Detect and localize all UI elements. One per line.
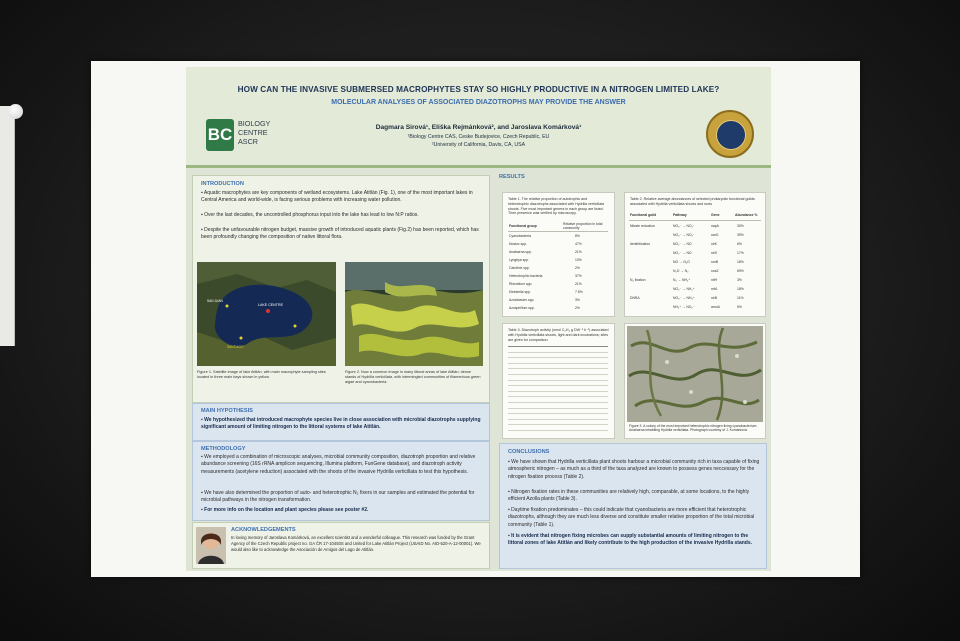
table-3-row	[508, 424, 608, 425]
table-3-row	[508, 380, 608, 381]
methodology-p2-text: We have also determined the proportion of auto- and heterotrophic N₂ fixers in our samples and estimated the potential for microbial pathways in the nitrogen transformation.	[201, 490, 475, 504]
intro-p3-text: Despite the unfavourable nitrogen budget, massive growth of introduced aquatic plants (Fig.2) has been reported, which has been profoundly changing the composition of native littoral flora.	[201, 227, 479, 241]
table-1-row-name: Lyngbya spp.	[509, 258, 530, 262]
poster	[186, 67, 771, 571]
methodology-paragraph-2: ▪ We have also determined the proportion of auto- and heterotrophic N₂ fixers in our samples and estimated the potential for microbial pathways in the nitrogen transformation.	[201, 490, 475, 504]
macrophyte-photo	[345, 262, 483, 366]
logo-text	[238, 119, 270, 146]
table-3-row	[508, 419, 608, 420]
methodology-p1-text: We employed a combination of microscopic analyses, microbial community composition, diazotroph proportion and relative abundance screening (16S rRNA amplicon sequencing, Illumina platform, FunGene database), and diazotroph activity measurements (acetylene reduction) associated with the shoots of the invasive Hydrilla verticillata to test this hypothesis.	[201, 454, 476, 475]
poster-header	[186, 67, 771, 168]
poster-authors: Dagmara Sirová¹, Eliška Rejmánková², and Jaroslava Komárková¹	[375, 124, 582, 131]
acknowledgements-text: In loving memory of Jaroslava Komárková, an excellent scientist and a wonderful colleague. This research was funded by the Grant Agency of the Czech Republic project no. GA ČR 17-10493S and United for Lake Atitlán Project (USAID No. AID-520-A-12-00001). We would also like to acknowledge the Asociación de Amigos del Lago de Atitlán.	[231, 535, 481, 553]
table-1-row-value: 37%	[575, 274, 582, 278]
intro-paragraph-1: ▪ Aquatic macrophytes are key components of wetland ecosystems. Lake Atitlán (Fig. 1), one of the most important lakes in Central America and world-wide, is facing serious problems with increasing water pollution.	[201, 190, 473, 204]
map-label-lake: LAKE CENTRE	[258, 303, 283, 307]
introduction-panel	[192, 175, 490, 403]
table-3-row	[508, 396, 608, 397]
conclusions-p3-text: Daytime fixation predominates – this could indicate that cyanobacteria are more efficient that heterotrophic diazotrophs, although they are much less diverse and constitute smaller relative proportion of the total microbial community (Table 1).	[508, 507, 755, 528]
conclusions-p1-text: We have shown that Hydrilla verticillata plant shoots harbour a microbial community rich in taxa capable of fixing atmospheric nitrogen – as much as a third of the taxa analyzed are known to possess genes neccessary for the nitrogen fixation process (Table 2).	[508, 459, 760, 480]
table-2-cell-path: NO₃⁻ → NO₂⁻	[673, 224, 695, 228]
table-1-row-name: Klebsiella spp.	[509, 290, 531, 294]
table-2-cell-gene: narG	[711, 233, 719, 237]
table-2-cell-path: NO₂⁻ → NH₄⁺	[673, 287, 695, 291]
table-3-row	[508, 357, 608, 358]
table-3-row	[508, 413, 608, 414]
microscope-photo	[627, 326, 763, 422]
affiliation-1: ¹Biology Centre CAS, Ceske Budejovice, Czech Republic, EU	[407, 134, 550, 140]
table-2-cell-guild: denitrification	[630, 242, 650, 246]
table-1-row-value: 21%	[575, 250, 582, 254]
table-1-row-value: 13%	[575, 258, 582, 262]
table-2-cell-gene: nosZ	[711, 269, 719, 273]
table-1-row-name: Nostoc spp.	[509, 242, 527, 246]
table-2-cell-abund: 6%	[737, 242, 742, 246]
table-2-cell-abund: 18%	[737, 260, 744, 264]
table-2-cell-abund: 5%	[737, 305, 742, 309]
table-1-row-value: 2%	[575, 306, 580, 310]
table-2-cell-gene: nifH	[711, 278, 718, 282]
table-1-row-name: Rhizobium spp.	[509, 282, 533, 286]
figure-2-caption: Figure 2. Now a common image in many littoral areas of lake Atitlán: dense stands of Hydrilla verticillata, with intermingled communities of filamentous green algae and cyanobacteria.	[345, 370, 481, 384]
table-2-col-1: Functional guild	[630, 213, 657, 217]
table-2-cell-path: NO₂⁻ → NO	[673, 242, 692, 246]
table-1-row-value: 8%	[575, 234, 580, 238]
conclusions-paragraph-2: ▪ Nitrogen fixation rates in these communities are relatively high, comparable, at some locations, to the highly efficient Azolla plants (Table 3).	[508, 489, 750, 503]
table-1-rule	[508, 231, 608, 232]
table-1-col-1: Functional group	[509, 224, 537, 228]
table-1-row-name: Anabaena spp.	[509, 250, 532, 254]
satellite-image	[197, 262, 336, 366]
table-3-caption: Table 3. Diazotroph activity (nmol C₂H₄ g DW⁻¹ h⁻¹) associated with Hydrilla verticillata shoots, light and dark incubations; sites are given for comparison.	[508, 328, 609, 342]
introduction-heading: INTRODUCTION	[201, 181, 244, 187]
table-1-row-value: 2%	[575, 266, 580, 270]
table-2-cell-abund: 3%	[737, 278, 742, 282]
table-1	[502, 192, 615, 317]
intro-paragraph-2: ▪ Over the last decades, the uncontrolled phosphorus input into the lake has lead to low N:P ratios.	[201, 212, 419, 218]
table-1-caption: Table 1. The relative proportion of autotrophic and heterotrophic diazotrophs associated with Hydrilla verticillata shoots. Five most important genera in each group are listed. Their presence was verified by microscopy.	[508, 197, 605, 216]
methodology-p3-text: For more info on the location and plant species please see poster #2.	[204, 507, 369, 513]
acknowledgements-panel	[192, 522, 490, 569]
table-3-row	[508, 346, 608, 347]
hypothesis-text: ▪ We hypothesized that introduced macrophyte species live in close association with microbial diazotrophs supplying significant amount of limiting nitrogen to the littoral systems of lake Atitlán.	[201, 417, 481, 431]
adjacent-poster-edge	[0, 106, 15, 346]
hypothesis-panel	[192, 403, 490, 441]
intro-p1-text: Aquatic macrophytes are key components of wetland ecosystems. Lake Atitlán (Fig. 1), one of the most important lakes in Central America and world-wide, is facing serious problems with increasing water pollution.	[201, 190, 473, 204]
table-3-row	[508, 363, 608, 364]
logo-line-1: BIOLOGY	[238, 119, 271, 128]
table-2-cell-abund: 69%	[737, 269, 744, 273]
figure-1-caption: Figure 1. Satellite image of lake Atitlán, with main macrophyte sampling sites located in three main bays shown in yellow.	[197, 370, 326, 379]
table-2-cell-path: N₂O → N₂	[673, 269, 689, 273]
table-2-cell-path: NH₄⁺ → NO₂⁻	[673, 305, 695, 309]
table-2-cell-abund: 18%	[737, 287, 744, 291]
table-2-cell-path: NO₃⁻ → NO₂⁻	[673, 233, 695, 237]
table-3-row	[508, 385, 608, 386]
map-label-south: SANTIAGO	[227, 345, 244, 349]
table-1-row-name: Azospirillum spp.	[509, 306, 535, 310]
poster-subtitle: MOLECULAR ANALYSES OF ASSOCIATED DIAZOTROPHS MAY PROVIDE THE ANSWER	[331, 99, 626, 106]
figure-3-box	[624, 323, 766, 439]
table-2-cell-guild: DNRA	[630, 296, 640, 300]
methodology-paragraph-1: ▪ We employed a combination of microscopic analyses, microbial community composition, diazotroph proportion and relative abundance screening (16S rRNA amplicon sequencing, Illumina platform, FunGene database), and diazotroph activity measurements (acetylene reduction) associated with the shoots of the invasive Hydrilla verticillata to test this hypothesis.	[201, 454, 476, 475]
results-heading: RESULTS	[499, 174, 525, 180]
methodology-paragraph-3: ▪ For more info on the location and plant species please see poster #2.	[201, 507, 369, 513]
table-2-rule	[629, 220, 761, 221]
biology-centre-logo	[204, 116, 294, 154]
methodology-panel	[192, 441, 490, 521]
table-1-row-name: Azotobacter spp.	[509, 298, 535, 302]
table-3-row	[508, 391, 608, 392]
table-2-cell-guild: N₂ fixation	[630, 278, 646, 282]
table-2-cell-gene: amoA	[711, 305, 720, 309]
table-2-cell-gene: nirS	[711, 251, 718, 255]
logo-line-2: CENTRE	[238, 128, 268, 137]
conclusions-heading: CONCLUSIONS	[508, 449, 550, 455]
table-2-cell-path: NO → N₂O	[673, 260, 690, 264]
university-seal-icon	[706, 110, 754, 158]
table-1-row-value: 3%	[575, 298, 580, 302]
table-3	[502, 323, 615, 439]
table-2-caption: Table 2. Relative average abundances of selected prokaryotic functional guilds associated with Hydrilla verticillata shoots and roots	[630, 197, 755, 206]
portrait-photo	[196, 527, 226, 564]
seal-center	[716, 120, 746, 150]
table-2-cell-gene: nrfA	[711, 287, 718, 291]
conclusions-paragraph-4: ▪ It is evident that nitrogen fixing microbes can supply substantial amounts of limiting nitrogen to the littoral zones of lake Atitlán and likely contribute to the high production of the invasive Hydrilla stands.	[508, 533, 753, 547]
logo-line-3: ASCR	[238, 137, 258, 146]
map-label-west: SAN JUAN	[207, 299, 223, 303]
table-2-cell-path: NO₂⁻ → NO	[673, 251, 692, 255]
hypothesis-heading: MAIN HYPOTHESIS	[201, 408, 253, 414]
intro-paragraph-3: ▪ Despite the unfavourable nitrogen budget, massive growth of introduced aquatic plants (Fig.2) has been reported, which has been profoundly changing the composition of native littoral flora.	[201, 227, 479, 241]
table-3-row	[508, 352, 608, 353]
table-2-col-2: Pathway	[673, 213, 687, 217]
table-2-cell-gene: nirK	[711, 242, 718, 246]
figure-3-caption: Figure 3. A colony of the most important heterotrophic nitrogen fixing cyanobacterium Anabaena inhabiting Hydrilla verticillata. Photograph courtesy of J. Komárková.	[629, 424, 757, 433]
poster-title: HOW CAN THE INVASIVE SUBMERSED MACROPHYTES STAY SO HIGHLY PRODUCTIVE IN A NITROGEN LIMITED LAKE?	[237, 85, 720, 94]
intro-p2-text: Over the last decades, the uncontrolled phosphorus input into the lake has lead to low N:P ratios.	[204, 212, 419, 218]
conclusions-paragraph-3: ▪ Daytime fixation predominates – this could indicate that cyanobacteria are more efficient that heterotrophic diazotrophs, although they are much less diverse and constitute smaller relative proportion of the total microbial community (Table 1).	[508, 507, 755, 528]
table-2-cell-abund: 17%	[737, 251, 744, 255]
table-1-row-name: Heterotrophic bacteria	[509, 274, 543, 278]
table-1-row-value: 21%	[575, 282, 582, 286]
hypothesis-text-span: We hypothesized that introduced macrophyte species live in close association with microbial diazotrophs supplying significant amount of limiting nitrogen to the littoral systems of lake Atitlán.	[201, 417, 481, 431]
conclusions-paragraph-1: ▪ We have shown that Hydrilla verticillata plant shoots harbour a microbial community rich in taxa capable of fixing atmospheric nitrogen – as much as a third of the taxa analyzed are known to possess genes neccessary for the nitrogen fixation process (Table 2).	[508, 459, 760, 480]
table-1-row-value: 47%	[575, 242, 582, 246]
table-1-row-name: Cyanobacteria	[509, 234, 531, 238]
affiliation-2: ²University of California, Davis, CA, USA	[431, 142, 526, 148]
table-1-col-2: Relative proportion in total community	[563, 222, 603, 230]
table-2-col-3: Gene	[711, 213, 720, 217]
bc-logo-icon: BC	[206, 119, 234, 151]
table-3-row	[508, 408, 608, 409]
table-2-cell-guild: Nitrate reduction	[630, 224, 655, 228]
table-3-row	[508, 368, 608, 369]
table-2-cell-path: N₂ → NH₄⁺	[673, 278, 691, 282]
table-3-row	[508, 374, 608, 375]
table-2-cell-abund: 39%	[737, 233, 744, 237]
table-3-row	[508, 430, 608, 431]
table-2-cell-abund: 30%	[737, 224, 744, 228]
methodology-heading: METHODOLOGY	[201, 446, 246, 452]
table-3-row	[508, 402, 608, 403]
table-2-cell-path: NO₃⁻ → NH₄⁺	[673, 296, 695, 300]
table-2-cell-gene: norB	[711, 260, 719, 264]
table-1-row-value: 7.5%	[575, 290, 583, 294]
acknowledgements-heading: ACKNOWLEDGEMENTS	[231, 527, 296, 533]
push-pin-icon	[8, 104, 23, 119]
table-2	[624, 192, 766, 317]
table-2-cell-gene: nirB	[711, 296, 718, 300]
table-2-cell-gene: napA	[711, 224, 719, 228]
conclusions-p2-text: Nitrogen fixation rates in these communities are relatively high, comparable, at some locations, to the highly efficient Azolla plants (Table 3).	[508, 489, 750, 503]
conclusions-panel	[499, 443, 767, 569]
conclusions-p4-text: It is evident that nitrogen fixing microbes can supply substantial amounts of limiting nitrogen to the littoral zones of lake Atitlán and likely contribute to the high production of the invasive Hydrilla stands.	[508, 533, 753, 547]
table-2-cell-abund: 11%	[737, 296, 744, 300]
table-2-col-4: Abundance %	[735, 213, 758, 217]
table-1-row-name: Calothrix spp.	[509, 266, 530, 270]
